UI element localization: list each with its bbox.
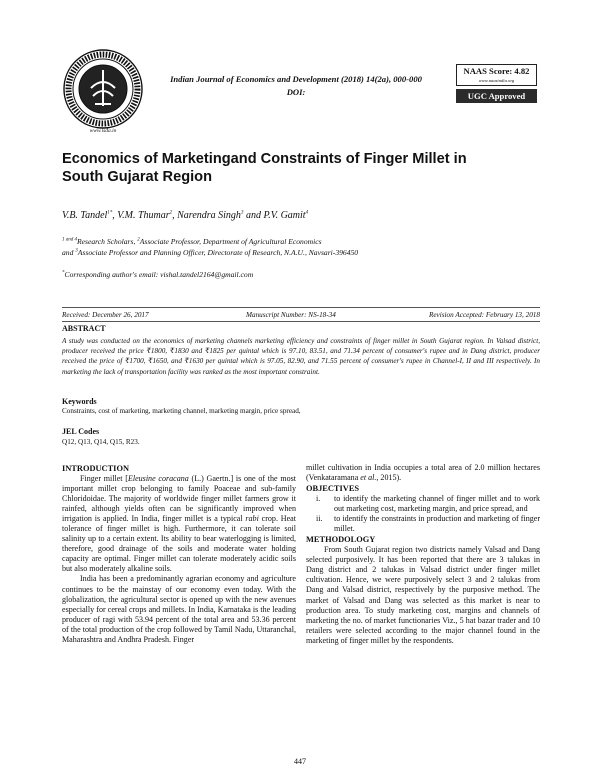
article-title — [62, 150, 492, 186]
author-name: P.V. Gamit — [263, 210, 306, 221]
author-sup: 3 — [240, 210, 244, 216]
title-line-1: Economics of Marketingand Constraints of Finger Millet in — [62, 151, 467, 167]
list-text: to identify the marketing channel of finger millet and to work out marketing cost, marketing margin, and price spread, and — [334, 494, 540, 514]
affil-text: Research Scholars, — [77, 237, 138, 246]
species-name: Eleusine coracana — [127, 474, 189, 483]
author-name: V.M. Thumar — [117, 210, 170, 221]
list-number: ii. — [316, 514, 323, 524]
corr-sup: * — [62, 270, 65, 276]
ugc-approved-badge: UGC Approved — [456, 89, 537, 103]
author-sup: 4 — [305, 210, 309, 216]
intro-paragraph-2: India has been a predominantly agrarian economy and agriculture continues to be the mainstay of our economy even today. With the globalization, the agricultural sector is opened up with the new avenues especially for cereal crops and millets. In India, Karnataka is the leading producer of ragi with 53.94 percent of the total area and 53.36 percent of the total production of the crop followed by Tamil Nadu, Uttaranchal, Maharashtra and Andhra Pradesh. Finger — [62, 574, 296, 644]
author-list: V.B. Tandel$^{1*}$, V.M. Thumar$^2$, Narendra Singh$^3$ and P.V. Gamit$^4$ — [62, 210, 309, 221]
affil-sup: 1 and 4 — [62, 237, 77, 243]
affil-text: Associate Professor and Planning Officer, Directorate of Research, N.A.U., Navsari-396450 — [77, 248, 359, 257]
introduction-heading: INTRODUCTION — [62, 464, 130, 473]
title-line-2: South Gujarat Region — [62, 169, 212, 185]
affil-text: and — [62, 248, 76, 257]
divider — [62, 307, 540, 308]
author-name: V.B. Tandel — [62, 210, 108, 221]
author-sup: 2 — [169, 210, 173, 216]
jel-heading: JEL Codes — [62, 427, 100, 436]
naas-url: www.naasindia.org — [478, 78, 515, 83]
divider — [62, 321, 540, 322]
objectives-list — [306, 494, 540, 534]
corr-email: Corresponding author's email: vishal.tandel2164@gmail.com — [64, 270, 254, 279]
text-run: Finger millet [ — [80, 474, 128, 483]
text-run: (L.) Gaertn.] is one of the most important millet crop belonging to family Poaceae and sub-family Chloridoidae. The majority of worldwide finger millet farmers grow it rainfed, although yields often can be significantly improved when irrigation is applied. In India, finger millet is a typical — [62, 474, 296, 524]
jel-codes: Q12, Q13, Q14, Q15, R23. — [62, 438, 140, 446]
objectives-heading: OBJECTIVES — [306, 484, 360, 494]
manuscript-number: Manuscript Number: NS-18-34 — [246, 311, 336, 319]
author-sup: 1* — [107, 210, 113, 216]
affiliations — [62, 236, 542, 258]
page-number: 447 — [294, 757, 306, 766]
methodology-paragraph: From South Gujarat region two districts namely Valsad and Dang selected purposively. It has been reported that there are 3 talukas in Dang district and 2 talukas in Valsad district under finger millet cultivation. Hence, we were purposively select 3 and 2 talukas from Dang and Valsad district, respectively by the purposive method. The market of Valsad and Dang was selected as this market is near to production area. To study marketing cost, margins and channels of marketing the no. of market functionaries Viz., 5 hat bazar trader and 10 retailers were selected according to the major channel found in the marketing of finger millet by the respondents. — [306, 545, 540, 645]
text-run: crop. Heat tolerance of finger millet is high. Furthermore, it can tolerate soil salinity up to a certain extent. Its ability to bear waterlogging is limited, therefore, good drainage of the soils and moderate water holding capacity are optimal. Finger millet can tolerate moderately acidic soils but also moderately alkaline soils. — [62, 514, 296, 574]
text-run: millet cultivation in India occupies a total area of 2.0 million hectares (Venkataramana — [306, 463, 540, 483]
list-item — [306, 494, 540, 514]
et-al: et al. — [360, 473, 377, 483]
keywords-text: Constraints, cost of marketing, marketing channel, marketing margin, price spread, — [62, 407, 301, 415]
journal-citation: Indian Journal of Economics and Development (2018) 14(2a), 000-000 — [170, 74, 422, 84]
list-item — [306, 514, 540, 534]
methodology-heading: METHODOLOGY — [306, 535, 376, 545]
doi-label: DOI: — [286, 87, 306, 97]
journal-logo — [62, 48, 144, 130]
list-text: to identify the constraints in production and marketing of finger millet. — [334, 514, 540, 534]
intro-continued — [306, 463, 540, 483]
author-name: Narendra Singh — [177, 210, 241, 221]
naas-score-box — [456, 64, 537, 86]
intro-paragraph-1 — [62, 474, 296, 574]
naas-score: NAAS Score: 4.82 — [463, 66, 530, 76]
accepted-date: Revision Accepted: February 13, 2018 — [428, 311, 540, 319]
keywords-heading: Keywords — [62, 397, 97, 406]
affil-sup: 3 — [75, 248, 78, 254]
text-run: , 2015). — [376, 473, 402, 483]
abstract-heading: ABSTRACT — [62, 324, 106, 333]
corresponding-author — [62, 270, 542, 279]
logo-url: www.isda.in — [89, 128, 117, 134]
affil-text: Associate Professor, Department of Agricultural Economics — [139, 237, 322, 246]
affil-sup: 2 — [137, 237, 140, 243]
list-number: i. — [316, 494, 321, 504]
rabi-term: rabi — [245, 514, 259, 524]
abstract-text: A study was conducted on the economics of marketing channels marketing efficiency and constraints of finger millet in South Gujarat region. In Valsad district, producer received the price ₹1800, ₹1830 and ₹1825 per quintal which is 97.10, 83.51, and 71.34 percent of consumer's rupee and in Dang district, producer received the price of ₹1700, ₹1650, and ₹1630 per quintal which is 97.05, 82.90, and 71.55 percent of consumer's rupee in Channel-I, II and III respectively. In marketing the lack of transportation facility was ranked as the most important constraint. — [62, 337, 540, 376]
body-column-right — [306, 463, 540, 646]
received-date: Received: December 26, 2017 — [62, 311, 149, 319]
body-column-left — [62, 463, 296, 645]
